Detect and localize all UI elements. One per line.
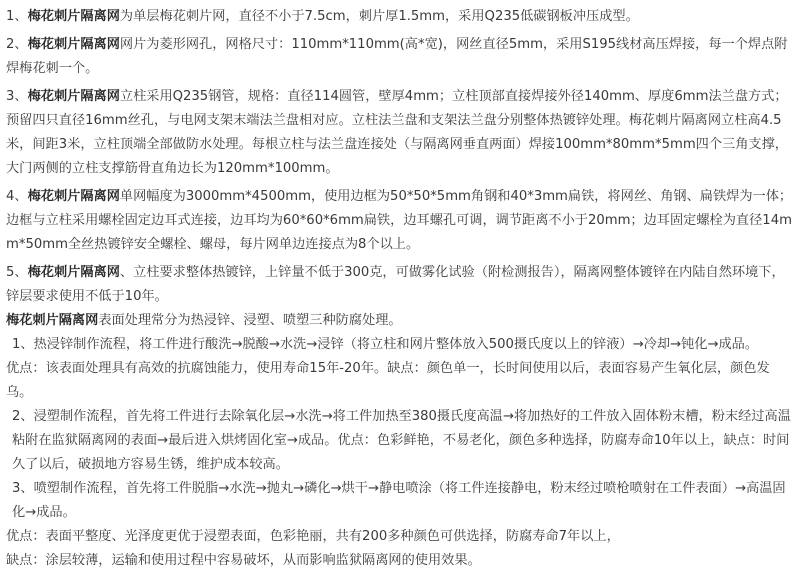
spec-paragraph-4 — [6, 185, 794, 257]
product-name: 梅花刺片隔离网 — [27, 9, 120, 24]
product-name: 梅花刺片隔离网 — [27, 89, 120, 104]
paragraph-text: 、立柱要求整体热镀锌，上锌量不低于300克，可做雾化试验（附检测报告），隔离网整体镀锌在内陆自然环境下，锌层要求使用不低于10年。 — [6, 265, 785, 304]
paragraph-number: 1、 — [6, 9, 28, 24]
product-name: 梅花刺片隔离网 — [27, 37, 120, 52]
treatment-1-notes: 优点：该表面处理具有高效的抗腐蚀能力，使用寿命15年-20年。缺点：颜色单一，长时间使用以后，表面容易产生氧化层，颜色发乌。 — [6, 361, 770, 400]
treatment-2-process: 2、浸塑制作流程，首先将工件进行去除氧化层→水洗→将工件加热至380摄氏度高温→将加热好的工件放入固体粉末槽，粉末经过高温粘附在监狱隔离网的表面→最后进入烘烤固化室→成品。优点：色彩鲜艳，不易老化，颜色多种选择，防腐寿命10年以上，缺点：时间久了以后，破损地方容易生锈，维护成本较高。 — [12, 409, 791, 472]
paragraph-text: 单网幅度为3000mm*4500mm，使用边框为50*50*5mm角钢和40*3mm扁铁，将网丝、角钢、扁铁焊为一体；边框与立柱采用螺栓固定边耳式连接，边耳均为60*60*6mm扁铁，边耳螺孔可调，调节距离不小于20mm；边耳固定螺栓为直径14mm*50mm全丝热镀锌安全螺栓、螺母，每片网单边连接点为8个以上。 — [6, 189, 793, 252]
product-name: 梅花刺片隔离网 — [27, 265, 120, 280]
treatment-1-process: 1、热浸锌制作流程，将工件进行酸洗→脱酸→水洗→浸锌（将立柱和网片整体放入500摄氏度以上的锌液）→冷却→钝化→成品。 — [12, 337, 759, 352]
paragraph-text: 网片为菱形网孔，网格尺寸：110mm*110mm(高*宽)，网丝直径5mm，采用S195线材高压焊接，每一个焊点附焊梅花刺一个。 — [6, 37, 788, 76]
treatment-3-process: 3、喷塑制作流程，首先将工件脱脂→水洗→抛丸→磷化→烘干→静电喷涂（将工件连接静电，粉末经过喷枪喷射在工件表面）→高温固化→成品。 — [12, 481, 786, 520]
paragraph-number: 2、 — [6, 37, 28, 52]
intro-text: 表面处理常分为热浸锌、浸塑、喷塑三种防腐处理。 — [98, 313, 402, 328]
paragraph-text: 为单层梅花刺片网，直径不小于7.5cm，刺片厚1.5mm，采用Q235低碳钢板冲压成型。 — [119, 9, 639, 24]
spec-paragraph-3 — [6, 85, 794, 181]
paragraph-text: 立柱采用Q235钢管，规格：直径114圆管，壁厚4mm；立柱顶部直接焊接外径140mm、厚度6mm法兰盘方式；预留四只直径16mm丝孔，与电网支架末端法兰盘相对应。立柱法兰盘和支架法兰盘分别整体热镀锌处理。梅花刺片隔离网立柱高4.5米，间距3米，立柱顶端全部做防水处理。每根立柱与法兰盘连接处（与隔离网垂直两面）焊接100mm*80mm*5mm四个三角支撑，大门两侧的立柱支撑筋骨直角边长为120mm*100mm。 — [6, 89, 788, 176]
product-name: 梅花刺片隔离网 — [6, 313, 99, 328]
treatment-3-notes: 优点：表面平整度、光泽度更优于浸塑表面，色彩艳丽，共有200多种颜色可供选择，防腐寿命7年以上， — [6, 529, 620, 544]
final-note: 缺点：涂层较薄，运输和使用过程中容易破坏，从而影响监狱隔离网的使用效果。 — [6, 553, 481, 568]
paragraph-number: 3、 — [6, 89, 28, 104]
spec-paragraph-5 — [6, 261, 794, 309]
paragraph-number: 5、 — [6, 265, 28, 280]
spec-paragraph-1 — [6, 5, 794, 29]
product-name: 梅花刺片隔离网 — [27, 189, 120, 204]
spec-paragraph-2 — [6, 33, 794, 81]
paragraph-number: 4、 — [6, 189, 28, 204]
treatment-intro — [6, 309, 794, 333]
